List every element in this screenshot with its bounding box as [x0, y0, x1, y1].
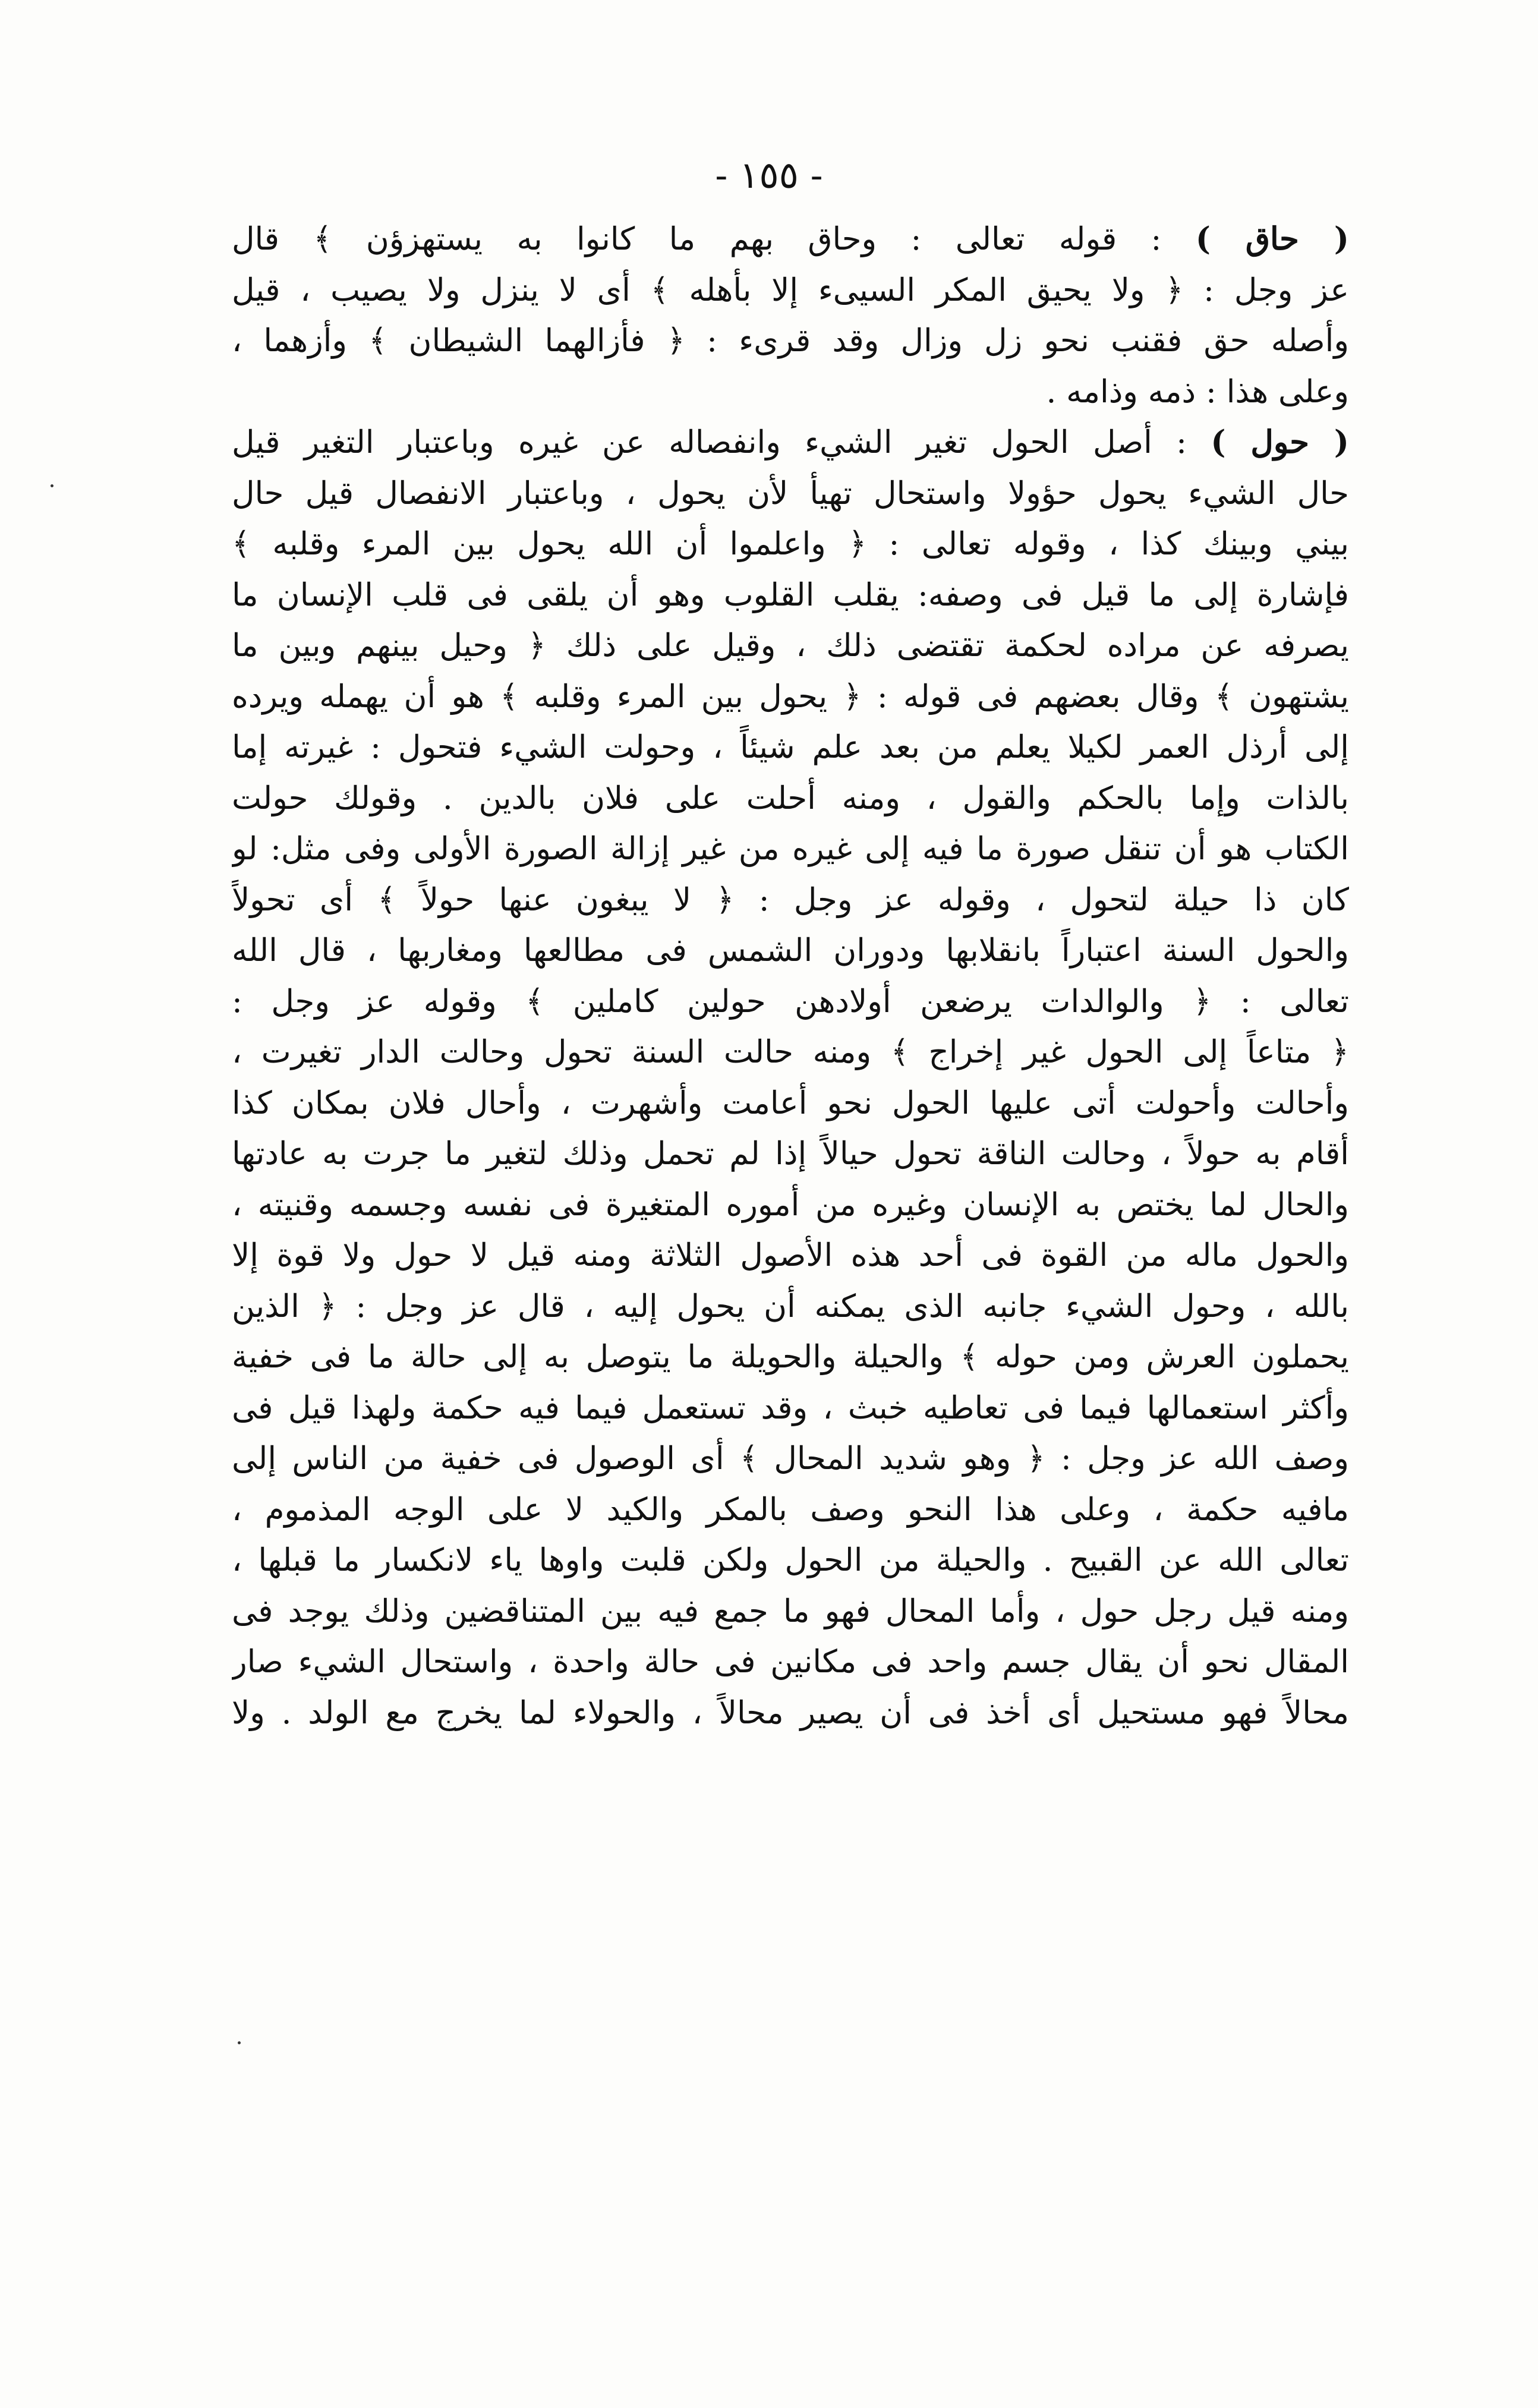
text-line: والحول السنة اعتباراً بانقلابها ودوران الشمس فى مطالعها ومغاربها ، قال الله [232, 932, 1349, 969]
text-line: وأصله حق فقنب نحو زل وزال وقد قرىء : ﴿ فأزالهما الشيطان ﴾ وأزهما ، [232, 323, 1349, 359]
text-line: وعلى هذا : ذمه وذامه . [1046, 373, 1349, 410]
text-line: عز وجل : ﴿ ولا يحيق المكر السيىء إلا بأهله ﴾ أى لا ينزل ولا يصيب ، قيل [232, 272, 1349, 308]
text-line: بالله ، وحول الشيء جانبه الذى يمكنه أن يحول إليه ، قال عز وجل : ﴿ الذين [232, 1288, 1349, 1325]
headword: ( حول ) [1211, 424, 1349, 461]
text-line: وصف الله عز وجل : ﴿ وهو شديد المحال ﴾ أى الوصول فى خفية من الناس إلى [232, 1441, 1349, 1477]
scan-speck [238, 2041, 241, 2044]
text-line: فإشارة إلى ما قيل فى وصفه: يقلب القلوب وهو أن يلقى فى قلب الإنسان ما [232, 576, 1349, 613]
text-line: ﴿ متاعاً إلى الحول غير إخراج ﴾ ومنه حالت السنة تحول وحالت الدار تغيرت ، [232, 1034, 1349, 1070]
text-line: إلى أرذل العمر لكيلا يعلم من بعد علم شيئاً ، وحولت الشيء فتحول : غيرته إما [232, 729, 1349, 765]
text-line: بيني وبينك كذا ، وقوله تعالى : ﴿ واعلموا أن الله يحول بين المرء وقلبه ﴾ [232, 526, 1349, 562]
text-line: وأحالت وأحولت أتى عليها الحول نحو أعامت وأشهرت ، وأحال فلان بمكان كذا [232, 1085, 1349, 1121]
entry-haqa [232, 214, 1349, 417]
page-number: - ١٥٥ - [715, 153, 823, 197]
text-line: ومنه قيل رجل حول ، وأما المحال فهو ما جمع فيه بين المتناقضين وذلك يوجد فى [232, 1593, 1349, 1630]
text-line: أقام به حولاً ، وحالت الناقة تحول حيالاً إذا لم تحمل وذلك لتغير ما جرت به عادتها [232, 1136, 1349, 1172]
text-line: يصرفه عن مراده لحكمة تقتضى ذلك ، وقيل على ذلك ﴿ وحيل بينهم وبين ما [232, 628, 1349, 664]
text-column [232, 214, 1349, 1738]
text-line [232, 214, 1349, 265]
scan-speck [51, 484, 53, 487]
text-line: حال الشيء يحول حؤولا واستحال تهيأ لأن يحول ، وباعتبار الانفصال قيل حال [232, 475, 1349, 512]
text-line: يحملون العرش ومن حوله ﴾ والحيلة والحويلة ما يتوصل به إلى حالة ما فى خفية [232, 1339, 1349, 1375]
text-line: يشتهون ﴾ وقال بعضهم فى قوله : ﴿ يحول بين المرء وقلبه ﴾ هو أن يهمله ويرده [232, 678, 1349, 715]
text-line: تعالى الله عن القبيح . والحيلة من الحول ولكن قلبت واوها ياء لانكسار ما قبلها ، [232, 1542, 1349, 1578]
entry-hawl [232, 417, 1349, 1738]
text-line: بالذات وإما بالحكم والقول ، ومنه أحلت على فلان بالدين . وقولك حولت [232, 780, 1349, 817]
text-line: تعالى : ﴿ والوالدات يرضعن أولادهن حولين كاملين ﴾ وقوله عز وجل : [232, 983, 1349, 1020]
text-line: والحال لما يختص به الإنسان وغيره من أموره المتغيرة فى نفسه وجسمه وقنيته ، [232, 1186, 1349, 1223]
line-text: : قوله تعالى : وحاق بهم ما كانوا به يستهزؤن ﴾ قال [232, 221, 1196, 257]
text-line: كان ذا حيلة لتحول ، وقوله عز وجل : ﴿ لا يبغون عنها حولاً ﴾ أى تحولاً [232, 881, 1349, 918]
text-line [232, 417, 1349, 468]
text-line: الكتاب هو أن تنقل صورة ما فيه إلى غيره من غير إزالة الصورة الأولى وفى مثل: لو [232, 831, 1349, 867]
line-text: : أصل الحول تغير الشيء وانفصاله عن غيره وباعتبار التغير قيل [232, 424, 1211, 461]
text-line: المقال نحو أن يقال جسم واحد فى مكانين فى حالة واحدة ، واستحال الشيء صار [232, 1644, 1349, 1680]
text-line: والحول ماله من القوة فى أحد هذه الأصول الثلاثة ومنه قيل لا حول ولا قوة إلا [232, 1237, 1349, 1274]
text-line: وأكثر استعمالها فيما فى تعاطيه خبث ، وقد تستعمل فيما فيه حكمة ولهذا قيل فى [232, 1389, 1349, 1426]
text-line: محالاً فهو مستحيل أى أخذ فى أن يصير محالاً ، والحولاء لما يخرج مع الولد . ولا [232, 1694, 1349, 1731]
text-line: مافيه حكمة ، وعلى هذا النحو وصف بالمكر والكيد لا على الوجه المذموم ، [232, 1491, 1349, 1528]
headword: ( حاق ) [1195, 220, 1349, 257]
